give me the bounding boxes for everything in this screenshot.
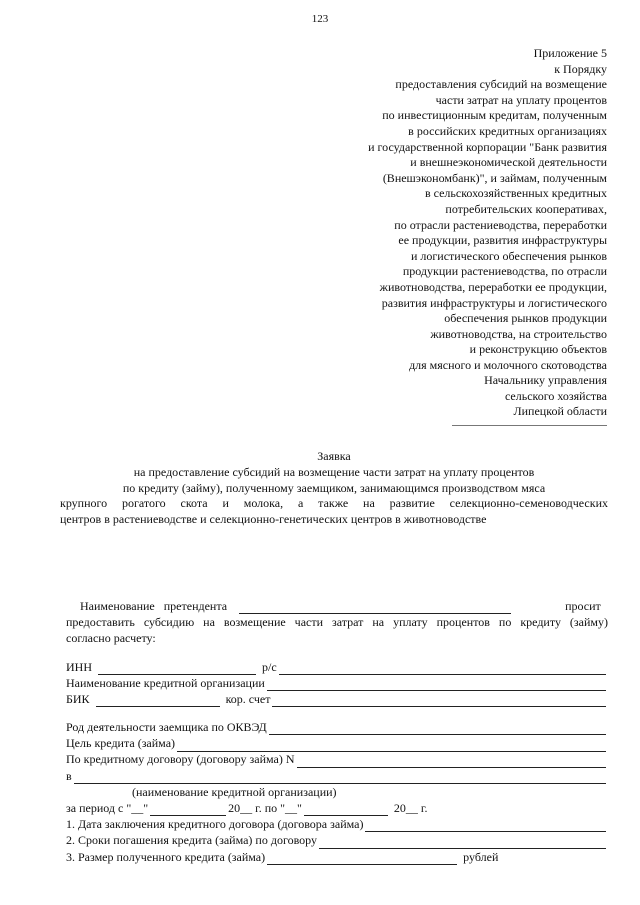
addressee-signature-line: [452, 425, 607, 426]
appendix-line: продукции растениеводства, по отрасли: [402, 264, 607, 279]
title-line-2: по кредиту (займу), полученному заемщиком, занимающимся производством мяса: [122, 480, 546, 495]
appendix-line: для мясного и молочного скотоводства: [409, 357, 607, 372]
appendix-line: и внешнеэкономической деятельности: [410, 155, 607, 170]
period-mid: 20__ г. по "__": [228, 801, 302, 816]
appendix-line: животноводства, на строительство: [430, 326, 607, 341]
bank-label: Наименование кредитной организации: [66, 675, 265, 690]
inn-field[interactable]: [98, 662, 256, 675]
appendix-line: животноводства, переработки ее продукции,: [379, 279, 607, 294]
contract-field[interactable]: [297, 755, 606, 768]
applicant-label: Наименование претендента: [80, 598, 228, 613]
bik-row: [66, 691, 608, 707]
appendix-line: к Порядку: [554, 61, 607, 76]
appendix-line: и государственной корпорации "Банк развития: [368, 139, 607, 154]
applicant-suffix: просит: [565, 598, 601, 613]
kor-label: кор. счет: [225, 691, 271, 706]
period-prefix: за период с "__": [66, 801, 149, 816]
addressee-line: сельского хозяйства: [504, 388, 607, 403]
purpose-row: [66, 735, 608, 751]
item-1-field[interactable]: [365, 819, 606, 832]
page-number: 123: [311, 13, 329, 25]
appendix-line: развития инфраструктуры и логистического: [381, 295, 607, 310]
appendix-line: (Внешэкономбанк)", и займам, полученным: [382, 170, 607, 185]
addressee-line: Начальнику управления: [484, 373, 607, 387]
bik-label: БИК: [66, 691, 90, 706]
inn-row: [66, 659, 608, 675]
rs-field[interactable]: [279, 662, 606, 675]
applicant-line-3: согласно расчету:: [66, 631, 156, 646]
addressee-block: [387, 373, 607, 426]
title-line-3: крупного рогатого скота и молока, а также на развитие селекционно-семеноводческих: [60, 496, 608, 511]
appendix-line: по инвестиционным кредитам, полученным: [382, 108, 607, 123]
item-1-label: 1. Дата заключения кредитного договора (договора займа): [66, 817, 364, 832]
in-label: в: [66, 768, 72, 783]
title-line-1: на предоставление субсидий на возмещение части затрат на уплату процентов: [133, 464, 535, 479]
in-bank-row: [66, 768, 608, 784]
bank-field[interactable]: [267, 678, 606, 691]
bik-field[interactable]: [96, 694, 220, 707]
application-form: [66, 598, 608, 865]
okved-label: Род деятельности заемщика по ОКВЭД: [66, 720, 267, 735]
kor-field[interactable]: [272, 694, 606, 707]
inn-label: ИНН: [66, 659, 92, 674]
item-2-field[interactable]: [319, 836, 606, 849]
in-bank-field[interactable]: [74, 771, 606, 784]
purpose-field[interactable]: [177, 739, 606, 752]
item-1-row: [66, 816, 608, 832]
okved-row: [66, 719, 608, 735]
item-3-field[interactable]: [267, 852, 457, 865]
title-heading: Заявка: [317, 449, 351, 463]
appendix-line: потребительских кооперативах,: [445, 201, 607, 216]
item-2-row: [66, 832, 608, 848]
rs-label: р/с: [262, 659, 277, 674]
appendix-line: предоставления субсидий на возмещение: [395, 77, 607, 92]
contract-label: По кредитному договору (договору займа) N: [66, 752, 295, 767]
bank-row: [66, 675, 608, 691]
period-row: [66, 800, 608, 816]
period-end-field[interactable]: [304, 803, 388, 816]
appendix-header: [307, 46, 607, 373]
item-3-row: [66, 849, 608, 865]
appendix-line: обеспечения рынков продукции: [444, 311, 607, 326]
contract-row: [66, 752, 608, 768]
appendix-line: в сельскохозяйственных кредитных: [424, 186, 607, 201]
application-title: [60, 449, 608, 528]
okved-field[interactable]: [269, 722, 606, 735]
appendix-line: Приложение 5: [533, 46, 607, 60]
title-line-4: центров в растениеводстве и селекционно-генетических центров в животноводстве: [60, 512, 487, 527]
appendix-line: в российских кредитных организациях: [408, 123, 607, 138]
applicant-row: [66, 598, 608, 614]
applicant-line-2: предоставить субсидию на возмещение части затрат на уплату процентов по кредиту (займу): [66, 615, 608, 630]
addressee-lines: [387, 373, 607, 420]
applicant-name-field[interactable]: [239, 601, 511, 614]
bank-caption: (наименование кредитной организации): [132, 784, 337, 799]
appendix-line: по отрасли растениеводства, переработки: [394, 217, 607, 232]
period-end: 20__ г.: [393, 801, 428, 816]
purpose-label: Цель кредита (займа): [66, 736, 176, 751]
period-start-field[interactable]: [150, 803, 226, 816]
item-2-label: 2. Сроки погашения кредита (займа) по договору: [66, 833, 317, 848]
appendix-line: ее продукции, развития инфраструктуры: [398, 233, 607, 248]
item-3-label: 3. Размер полученного кредита (займа): [66, 849, 266, 864]
item-3-unit: рублей: [463, 849, 499, 864]
addressee-line: Липецкой области: [513, 404, 607, 419]
appendix-line: и логистического обеспечения рынков: [410, 248, 607, 263]
appendix-line: части затрат на уплату процентов: [435, 92, 607, 107]
appendix-line: и реконструкцию объектов: [469, 342, 607, 357]
